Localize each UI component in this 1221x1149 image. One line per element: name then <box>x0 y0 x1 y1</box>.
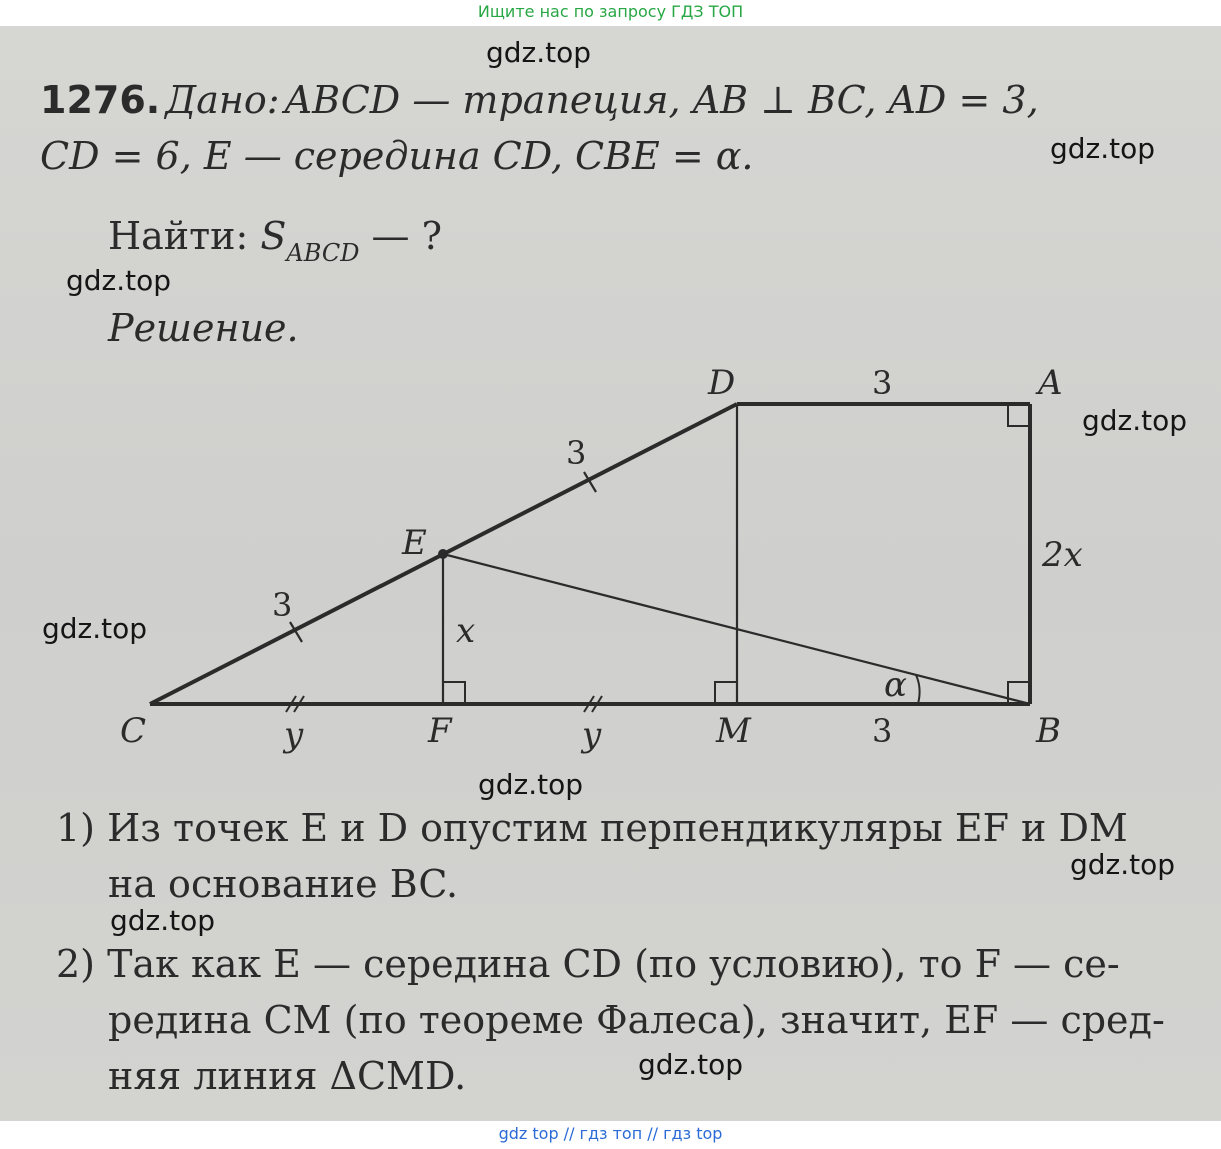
watermark: gdz.top <box>66 264 172 297</box>
label-alpha: α <box>884 665 907 705</box>
watermark: gdz.top <box>638 1048 744 1081</box>
watermark: gdz.top <box>478 768 584 801</box>
label-x: x <box>456 611 476 651</box>
find-rest: — ? <box>371 214 442 258</box>
step-2-line-2: редина CM (по теореме Фалеса), значит, EF — сред- <box>108 998 1165 1042</box>
step-2-line-3: няя линия ΔCMD. <box>108 1054 467 1098</box>
trapezoid-figure <box>0 346 1221 806</box>
label-d: D <box>708 363 736 403</box>
label-de-length: 3 <box>566 434 587 472</box>
label-mb-length: 3 <box>872 712 893 750</box>
given-label: Дано: <box>165 78 280 122</box>
find-line <box>108 214 442 267</box>
step-2-line-1 <box>56 942 1120 986</box>
watermark: gdz.top <box>486 36 592 69</box>
step-1-line-2: на основание BC. <box>108 862 459 906</box>
problem-given-line-2: CD = 6, E — середина CD, CBE = α. <box>40 134 754 178</box>
find-s: S <box>260 214 287 258</box>
problem-number: 1276. <box>40 78 161 122</box>
textbook-scan <box>0 26 1221 1121</box>
step-1-text: Из точек E и D опустим перпендикуляры EF и DM <box>107 806 1128 850</box>
angle-alpha-arc <box>916 675 920 704</box>
problem-given-line-1 <box>40 78 1039 122</box>
watermark: gdz.top <box>110 904 216 937</box>
label-y2: y <box>582 715 602 755</box>
label-e: E <box>402 523 427 563</box>
watermark: gdz.top <box>42 612 148 645</box>
right-angle-m <box>715 682 737 704</box>
label-ec-length: 3 <box>272 586 293 624</box>
right-angle-a <box>1008 404 1030 426</box>
step-2-number: 2) <box>56 942 96 986</box>
step-1-number: 1) <box>56 806 96 850</box>
step-2-text: Так как E — середина CD (по условию), то F — се- <box>107 942 1120 986</box>
top-banner[interactable]: Ищите нас по запросу ГДЗ ТОП <box>0 0 1221 26</box>
label-a: A <box>1038 363 1063 403</box>
bottom-banner[interactable]: gdz top // гдз топ // гдз top <box>0 1121 1221 1149</box>
find-subscript: ABCD <box>286 239 360 267</box>
point-e <box>438 549 448 559</box>
step-1-line-1 <box>56 806 1128 850</box>
watermark: gdz.top <box>1070 848 1176 881</box>
watermark: gdz.top <box>1050 132 1156 165</box>
label-m: M <box>716 711 751 751</box>
given-text-1: ABCD — трапеция, AB ⊥ BC, AD = 3, <box>284 78 1039 122</box>
right-angle-f <box>443 682 465 704</box>
label-c: C <box>120 711 147 751</box>
solution-label: Решение. <box>108 306 299 350</box>
label-b: B <box>1036 711 1061 751</box>
label-da-length: 3 <box>872 364 893 402</box>
label-f: F <box>428 711 452 751</box>
watermark: gdz.top <box>1082 404 1188 437</box>
find-label: Найти: <box>108 214 249 258</box>
label-two-x: 2x <box>1042 535 1083 575</box>
label-y1: y <box>284 715 304 755</box>
